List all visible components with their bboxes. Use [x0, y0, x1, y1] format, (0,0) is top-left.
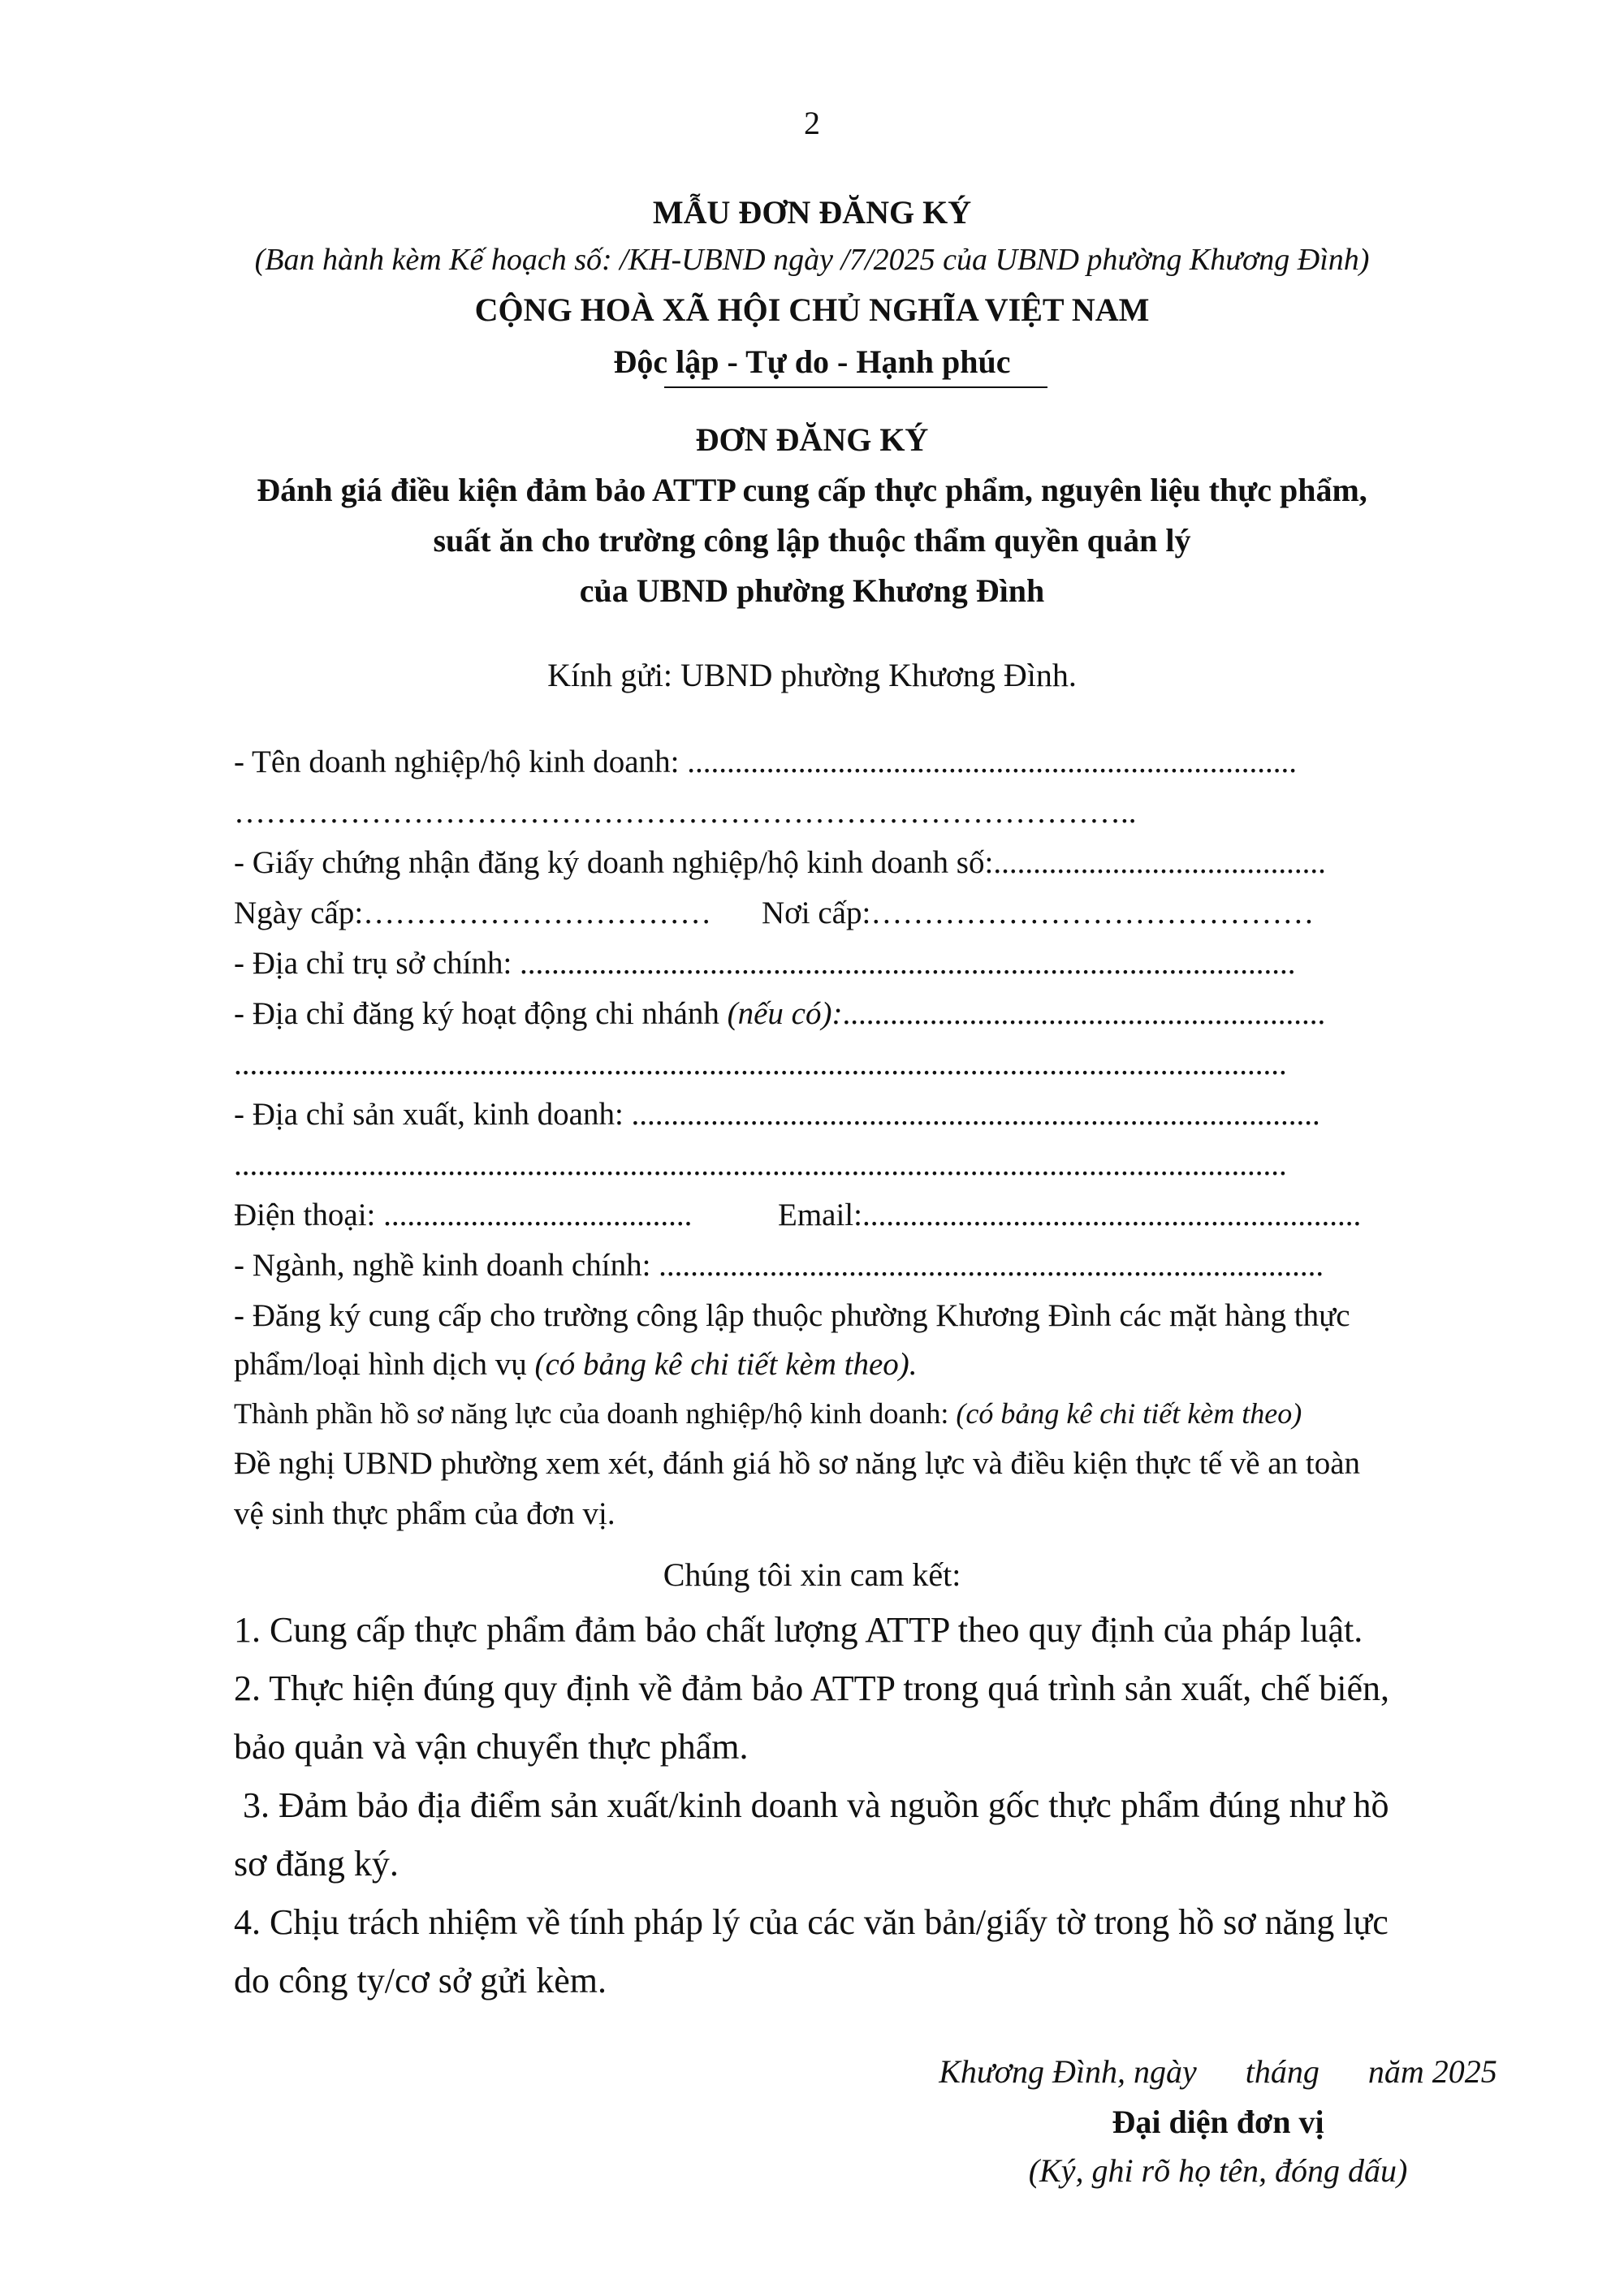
phone-field: Điện thoại: .......................................: [234, 1198, 693, 1232]
commitment-line-5: sơ đăng ký.: [234, 1844, 399, 1884]
main-business-field: - Ngành, nghề kinh doanh chính: ....................................................................................: [234, 1248, 1324, 1283]
register-line-2: [234, 1346, 918, 1383]
branch-address-continuation: .....................................................................................................................................: [234, 1047, 1287, 1081]
commitment-line-6: 4. Chịu trách nhiệm về tính pháp lý của các văn bản/giấy tờ trong hồ sơ năng lực: [234, 1902, 1389, 1942]
certificate-number-field: - Giấy chứng nhận đăng ký doanh nghiệp/hộ kinh doanh số:..........................................: [234, 845, 1326, 880]
branch-optional-note: (nếu có):: [727, 996, 843, 1031]
capacity-documents-text: Thành phần hồ sơ năng lực của doanh nghiệp/hộ kinh doanh:: [234, 1397, 957, 1430]
national-name: CỘNG HOÀ XÃ HỘI CHỦ NGHĨA VIỆT NAM: [474, 291, 1150, 328]
request-line-2: vệ sinh thực phẩm của đơn vị.: [234, 1496, 615, 1531]
issued-with-note: (Ban hành kèm Kế hoạch số: /KH-UBND ngày /7/2025 của UBND phường Khương Đình): [254, 243, 1370, 277]
commitment-heading: Chúng tôi xin cam kết:: [663, 1556, 961, 1593]
head-office-field: - Địa chỉ trụ sở chính: ..................................................................................................: [234, 946, 1296, 981]
branch-label: - Địa chỉ đăng ký hoạt động chi nhánh: [234, 996, 728, 1031]
production-address-continuation: .....................................................................................................................................: [234, 1147, 1287, 1182]
form-title: MẪU ĐƠN ĐĂNG KÝ: [652, 194, 972, 231]
subtitle-line-3: của UBND phường Khương Đình: [579, 572, 1045, 609]
motto-underline: [664, 386, 1047, 388]
register-line-2-text: phẩm/loại hình dịch vụ: [234, 1347, 535, 1382]
issue-place-field: Nơi cấp:……………………………………: [762, 896, 1315, 930]
document-title: ĐƠN ĐĂNG KÝ: [695, 421, 929, 458]
commitment-line-7: do công ty/cơ sở gửi kèm.: [234, 1961, 607, 2000]
subtitle-line-1: Đánh giá điều kiện đảm bảo ATTP cung cấp thực phẩm, nguyên liệu thực phẩm,: [257, 472, 1367, 508]
branch-address-field: [234, 995, 1325, 1032]
production-address-field: - Địa chỉ sản xuất, kinh doanh: .......................................................................................: [234, 1097, 1320, 1132]
signature-role: Đại diện đơn vị: [1112, 2104, 1324, 2140]
request-line-1: Đề nghị UBND phường xem xét, đánh giá hồ sơ năng lực và điều kiện thực tế về an toàn: [234, 1446, 1361, 1481]
signature-instruction: (Ký, ghi rõ họ tên, đóng dấu): [1028, 2152, 1408, 2189]
recipient: Kính gửi: UBND phường Khương Đình.: [547, 657, 1077, 693]
capacity-documents-line: [234, 1396, 1302, 1431]
motto: Độc lập - Tự do - Hạnh phúc: [613, 343, 1011, 380]
signature-place-date: Khương Đình, ngày tháng năm 2025: [939, 2053, 1497, 2090]
business-name-field: - Tên doanh nghiệp/hộ kinh doanh: .............................................................................: [234, 744, 1297, 779]
commitment-line-1: 1. Cung cấp thực phẩm đảm bảo chất lượng ATTP theo quy định của pháp luật.: [234, 1610, 1363, 1650]
commitment-line-4: 3. Đảm bảo địa điểm sản xuất/kinh doanh và nguồn gốc thực phẩm đúng như hồ: [234, 1785, 1389, 1825]
page-number: 2: [804, 105, 820, 141]
email-field: Email:...............................................................: [778, 1198, 1362, 1232]
branch-dots: .............................................................: [842, 996, 1326, 1031]
business-name-continuation: …………………………………………………………………………..: [234, 795, 1137, 830]
register-line-2-note: (có bảng kê chi tiết kèm theo).: [534, 1347, 918, 1382]
commitment-line-3: bảo quản và vận chuyển thực phẩm.: [234, 1727, 749, 1767]
issue-date-field: Ngày cấp:……………………………: [234, 896, 712, 930]
subtitle-line-2: suất ăn cho trường công lập thuộc thẩm quyền quản lý: [433, 522, 1191, 559]
capacity-documents-note: (có bảng kê chi tiết kèm theo): [956, 1397, 1302, 1430]
register-line-1: - Đăng ký cung cấp cho trường công lập thuộc phường Khương Đình các mặt hàng thực: [234, 1298, 1350, 1333]
commitment-line-2: 2. Thực hiện đúng quy định về đảm bảo ATTP trong quá trình sản xuất, chế biến,: [234, 1668, 1390, 1708]
